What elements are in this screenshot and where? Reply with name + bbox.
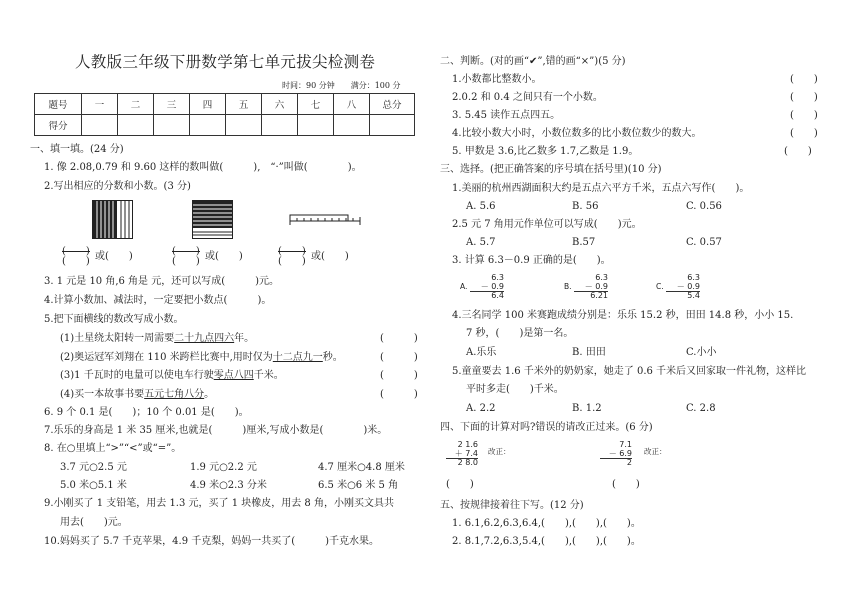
answer-blank[interactable]: ( ) — [380, 389, 418, 400]
q5-2-text: (2)奥运冠军刘翔在 110 米跨栏比赛中,用时仅为 — [60, 352, 273, 363]
q5-1-suffix: 年。 — [234, 333, 255, 344]
choice-4-cont: 7 秒，( )是第一名。 — [466, 328, 574, 339]
choice-option[interactable]: A.乐乐 — [466, 347, 497, 358]
calc-top: 6.3 — [595, 273, 608, 282]
calc-top: 6.3 — [491, 273, 504, 282]
calc-result: 6.4 — [470, 291, 504, 301]
choice-4: 4.三名同学 100 米赛跑成绩分别是：乐乐 15.2 秒，田田 14.8 秒，小小 15. — [452, 310, 794, 321]
judge-item: 4.比较小数大小时，小数位数多的比小数位数少的数大。 — [452, 128, 702, 139]
choice-5-cont: 平时多走( )千米。 — [466, 384, 564, 395]
compare-item[interactable]: 1.9 元○2.2 元 — [190, 462, 257, 473]
section-5-heading: 五、按规律接着往下写。(12 分) — [440, 500, 584, 511]
fraction-bar — [278, 251, 306, 252]
question-7: 7.乐乐的身高是 1 米 35 厘米,也就是( )厘米,写成小数是( )米。 — [44, 425, 388, 436]
judge-item: 3. 5.45 读作五点四五。 — [452, 110, 561, 121]
choice-option[interactable]: A. 5.6 — [466, 201, 496, 212]
vertical-calc-option-a[interactable] — [470, 274, 504, 301]
compare-item[interactable]: 4.7 厘米○4.8 厘米 — [318, 462, 405, 473]
score-header-cell: 题号 — [35, 94, 82, 115]
calc-top: 7.1 — [619, 440, 632, 449]
question-8: 8. 在○里填上“>”“<”或“=”。 — [44, 443, 182, 454]
choice-5: 5.童童要去 1.6 千米外的奶奶家，她走了 0.6 千米后又回家取一件礼物，这样比 — [452, 366, 807, 377]
section-2-heading: 二、判断。(对的画“✔”,错的画“×”)(5 分) — [440, 56, 626, 67]
fraction-bar — [62, 251, 90, 252]
left-column — [0, 0, 428, 608]
score-header-cell: 四 — [190, 94, 226, 115]
fraction-denominator-blank[interactable]: ( ) — [62, 256, 90, 267]
correction-label: 改正： — [644, 447, 667, 456]
fraction-denominator-blank[interactable]: ( ) — [172, 256, 200, 267]
judge-blank[interactable]: ( ) — [790, 110, 818, 121]
calc-operand: － 0.9 — [584, 281, 608, 291]
judge-item: 5. 甲数是 3.6,比乙数多 1.7,乙数是 1.9。 — [452, 146, 639, 157]
choice-option[interactable]: C.小小 — [686, 347, 717, 358]
score-cell[interactable] — [154, 115, 190, 136]
score-row-label: 得分 — [35, 115, 82, 136]
score-cell[interactable] — [226, 115, 262, 136]
calc-result: 2 8.0 — [446, 458, 478, 468]
choice-option[interactable]: C. 0.57 — [686, 237, 722, 248]
score-header-cell: 六 — [262, 94, 298, 115]
calc-operand: － 0.9 — [480, 281, 504, 291]
choice-option[interactable]: A. 5.7 — [466, 237, 496, 248]
check-blank-1[interactable]: ( ) — [446, 479, 474, 490]
decimal-blank-1[interactable]: 或( ) — [95, 251, 133, 262]
compare-item[interactable]: 3.7 元○2.5 元 — [60, 462, 127, 473]
question-9-cont: 用去( )元。 — [60, 517, 128, 528]
choice-option[interactable]: B.57 — [572, 237, 596, 248]
fraction-numerator-blank[interactable]: ( ) — [172, 246, 200, 257]
q5-3-underlined: 零点八四 — [213, 370, 254, 381]
vertical-stripes-figure — [92, 200, 134, 240]
q5-4-suffix: 。 — [204, 389, 215, 400]
fraction-numerator-blank[interactable]: ( ) — [278, 246, 306, 257]
question-2: 2.写出相应的分数和小数。(3 分) — [44, 181, 191, 192]
decimal-blank-2[interactable]: 或( ) — [205, 251, 243, 262]
calc-operand: － 0.9 — [676, 281, 700, 291]
calc-result: 6.21 — [574, 291, 608, 301]
score-header-cell: 总分 — [370, 94, 415, 115]
check-calc-2 — [600, 441, 632, 468]
score-header-cell: 二 — [118, 94, 154, 115]
answer-blank[interactable]: ( ) — [380, 370, 418, 381]
pattern-1: 1. 6.1,6.2,6.3,6.4,( ),( ),( )。 — [452, 518, 641, 529]
right-column — [432, 0, 860, 608]
question-5-3 — [60, 369, 284, 382]
judge-item: 1.小数都比整数小。 — [452, 74, 542, 85]
score-cell[interactable] — [262, 115, 298, 136]
choice-option-label[interactable]: B. — [564, 282, 572, 291]
q5-4-underlined: 五元七角八分 — [144, 389, 205, 400]
question-10: 10.妈妈买了 5.7 千克苹果，4.9 千克梨，妈妈一共买了( )千克水果。 — [44, 536, 380, 547]
calc-operand: ＋ 7.4 — [454, 448, 478, 458]
choice-option-label[interactable]: C. — [656, 282, 664, 291]
vertical-calc-option-b[interactable] — [574, 274, 608, 301]
question-6: 6. 9 个 0.1 是( )；10 个 0.01 是( )。 — [44, 407, 249, 418]
judge-blank[interactable]: ( ) — [790, 74, 818, 85]
check-blank-2[interactable]: ( ) — [612, 479, 640, 490]
score-cell[interactable] — [118, 115, 154, 136]
horizontal-stripes-figure — [192, 200, 234, 240]
q5-2-underlined: 十二点九一 — [272, 352, 323, 363]
choice-3: 3. 计算 6.3－0.9 正确的是( )。 — [452, 255, 611, 266]
compare-item[interactable]: 4.9 米○2.3 分米 — [190, 480, 267, 491]
choice-option[interactable]: C. 2.8 — [686, 403, 716, 414]
section-1-heading: 一、填一填。(24 分) — [30, 144, 124, 155]
correction-label: 改正： — [488, 447, 511, 456]
q5-1-underlined: 二十九点四六 — [174, 333, 235, 344]
q5-4-text: (4)买一本故事书要 — [60, 389, 145, 400]
q5-3-text: (3)1 千瓦时的电量可以使电车行驶 — [60, 370, 214, 381]
compare-item[interactable]: 5.0 米○5.1 米 — [60, 480, 127, 491]
choice-1: 1.美丽的杭州西湖面积大约是五点六平方千米，五点六写作( )。 — [452, 183, 750, 194]
ruler-figure — [288, 211, 362, 229]
calc-result: 2 — [600, 458, 632, 468]
q5-2-suffix: 秒。 — [322, 352, 343, 363]
score-cell[interactable] — [370, 115, 415, 136]
fraction-denominator-blank[interactable]: ( ) — [278, 256, 306, 267]
pattern-2: 2. 8.1,7.2,6.3,5.4,( ),( ),( )。 — [452, 536, 641, 547]
score-header-cell: 八 — [334, 94, 370, 115]
section-3-heading: 三、选择。(把正确答案的序号填在括号里)(10 分) — [440, 164, 662, 175]
judge-item: 2.0.2 和 0.4 之间只有一个小数。 — [452, 92, 603, 103]
question-5-1 — [60, 332, 254, 345]
choice-option[interactable]: B. 田田 — [572, 347, 606, 358]
score-header-cell: 五 — [226, 94, 262, 115]
compare-item[interactable]: 6.5 米○6 米 5 角 — [318, 480, 399, 491]
score-cell[interactable] — [190, 115, 226, 136]
score-table-header-row — [35, 94, 415, 115]
exam-title: 人教版三年级下册数学第七单元拔尖检测卷 — [75, 53, 376, 71]
answer-blank[interactable]: ( ) — [380, 352, 418, 363]
choice-option[interactable]: B. 1.2 — [572, 403, 602, 414]
q5-1-text: (1)土星绕太阳转一周需要 — [60, 333, 175, 344]
question-9: 9.小刚买了 1 支铅笔，用去 1.3 元，买了 1 块橡皮，用去 8 角，小刚买文具共 — [44, 498, 394, 509]
choice-option[interactable]: C. 0.56 — [686, 201, 722, 212]
judge-blank[interactable]: ( ) — [790, 92, 818, 103]
question-4: 4.计算小数加、减法时，一定要把小数点( )。 — [44, 295, 272, 306]
question-5-2 — [60, 351, 343, 364]
score-table-score-row — [35, 115, 415, 136]
choice-option[interactable]: B. 56 — [572, 201, 599, 212]
fraction-numerator-blank[interactable]: ( ) — [62, 246, 90, 257]
fraction-bar — [172, 251, 200, 252]
decimal-blank-3[interactable]: 或( ) — [311, 251, 349, 262]
judge-blank[interactable]: ( ) — [790, 128, 818, 139]
choice-option-label[interactable]: A. — [460, 282, 468, 291]
score-table — [34, 93, 415, 136]
exam-meta: 时间：90 分钟 满分：100 分 — [282, 81, 401, 90]
calc-top: 6.3 — [687, 273, 700, 282]
score-cell[interactable] — [298, 115, 334, 136]
vertical-calc-option-c[interactable] — [666, 274, 700, 301]
choice-2: 2.5 元 7 角用元作单位可以写成( )元。 — [452, 219, 642, 230]
check-calc-1 — [446, 441, 478, 468]
section-4-heading: 四、下面的计算对吗?错误的请改正过来。(6 分) — [440, 422, 653, 433]
score-header-cell: 七 — [298, 94, 334, 115]
calc-top: 2 1.6 — [457, 440, 478, 449]
q5-3-suffix: 千米。 — [253, 370, 284, 381]
answer-blank[interactable]: ( ) — [380, 333, 418, 344]
score-cell[interactable] — [82, 115, 118, 136]
question-5-4 — [60, 388, 214, 401]
question-1: 1. 像 2.08,0.79 和 9.60 这样的数叫做( ), “·”叫做( )。 — [44, 162, 362, 173]
score-cell[interactable] — [334, 115, 370, 136]
calc-result: 5.4 — [666, 291, 700, 301]
question-5: 5.把下面横线的数改写成小数。 — [44, 314, 184, 325]
question-3: 3. 1 元是 10 角,6 角是 元，还可以写成( )元。 — [44, 276, 280, 287]
judge-blank[interactable]: ( ) — [784, 146, 812, 157]
score-header-cell: 一 — [82, 94, 118, 115]
score-header-cell: 三 — [154, 94, 190, 115]
calc-operand: － 6.9 — [608, 448, 632, 458]
choice-option[interactable]: A. 2.2 — [466, 403, 496, 414]
